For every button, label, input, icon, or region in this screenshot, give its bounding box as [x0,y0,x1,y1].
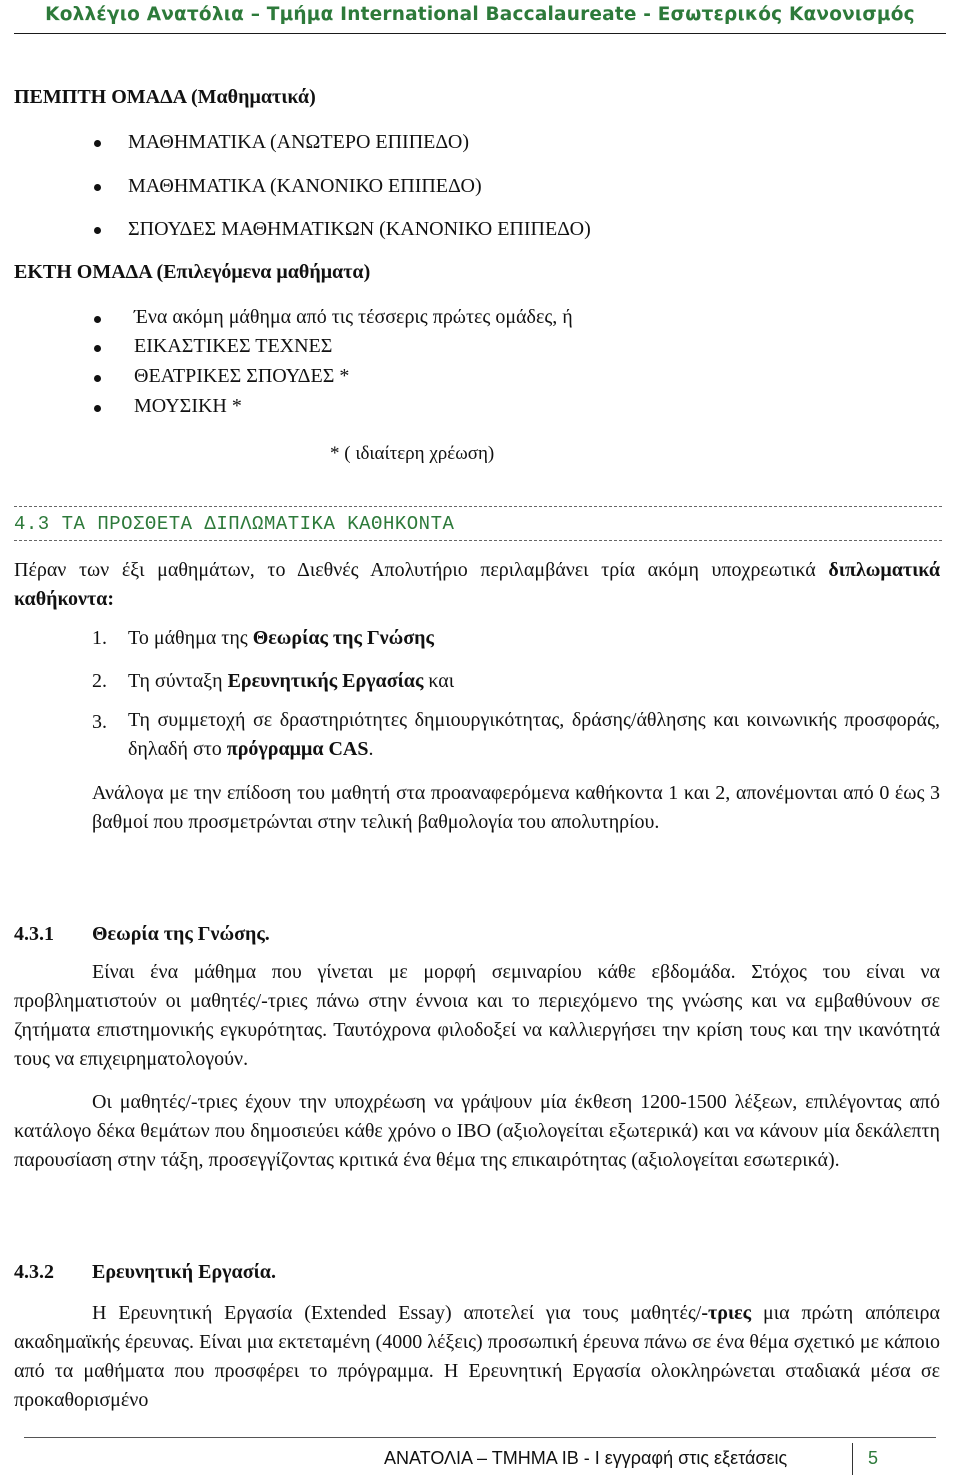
footer-rule [24,1437,936,1438]
footer-separator [852,1443,853,1475]
group5-item: ΜΑΘΗΜΑΤΙΚΑ (ΑΝΩΤΕΡΟ ΕΠΙΠΕΔΟ) [128,131,469,153]
bullet-icon [94,227,101,234]
bullet-icon [94,345,101,352]
section-closing: Ανάλογα με την επίδοση του μαθητή στα προαναφερόμενα καθήκοντα 1 και 2, απονέμονται από 0 έως 3 βαθμοί που προσμετρώνται στην τελική βαθμολογία του απολυτηρίου. [92,782,940,833]
paragraph: Η Ερευνητική Εργασία (Extended Essay) αποτελεί για τους μαθητές/-τριες μια πρώτη απόπειρα ακαδημαϊκής έρευνας. Είναι μια εκτεταμένη (4000 λέξεις) προσωπική έρευνα πάνω σε ένα θέμα σχετικό με κάποιο από τα μαθήματα που προσφέρει το πρόγραμμα. Η Ερευνητική Εργασία ολοκληρώνεται σταδιακά μέσα σε προκαθορισμένο [14,1302,940,1411]
list-item: Τη συμμετοχή σε δραστηριότητες δημιουργικότητας, δράσης/άθλησης και κοινωνικής προσφοράς, δηλαδή στο πρόγραμμα CAS. [128,709,940,760]
bullet-icon [94,405,101,412]
group6-title: ΕΚΤΗ ΟΜΑΔΑ (Επιλεγόμενα μαθήματα) [14,261,371,283]
list-number: 3. [92,711,107,733]
section-title: 4.3 ΤΑ ΠΡΟΣΘΕΤΑ ΔΙΠΛΩΜΑΤΙΚΑ ΚΑΘΗΚΟΝΤΑ [14,513,455,535]
section-intro: Πέραν των έξι μαθημάτων, το Διεθνές Απολυτήριο περιλαμβάνει τρία ακόμη υποχρεωτικά διπλωματικά καθήκοντα: [14,559,940,610]
subsection-title: Θεωρία της Γνώσης. [92,923,270,945]
group6-item: ΕΙΚΑΣΤΙΚΕΣ ΤΕΧΝΕΣ [134,335,333,357]
section-rule-bottom [14,540,942,541]
list-number: 2. [92,670,107,692]
group5-title: ΠΕΜΠΤΗ ΟΜΑΔΑ (Μαθηματικά) [14,86,316,108]
header-rule [14,33,946,34]
group5-item: ΜΑΘΗΜΑΤΙΚΑ (ΚΑΝΟΝΙΚΟ ΕΠΙΠΕΔΟ) [128,175,482,197]
bullet-icon [94,316,101,323]
group6-item: ΜΟΥΣΙΚΗ * [134,395,242,417]
bullet-icon [94,375,101,382]
subsection-number: 4.3.1 [14,923,54,945]
list-item: Το μάθημα της Θεωρίας της Γνώσης [128,627,434,649]
subsection-title: Ερευνητική Εργασία. [92,1261,276,1283]
page-number: 5 [868,1448,879,1468]
group6-item: Ένα ακόμη μάθημα από τις τέσσερις πρώτες ομάδες, ή [134,306,573,328]
bullet-icon [94,184,101,191]
list-number: 1. [92,627,107,649]
list-item: Τη σύνταξη Ερευνητικής Εργασίας και [128,670,455,692]
paragraph: Οι μαθητές/-τριες έχουν την υποχρέωση να γράψουν μία έκθεση 1200-1500 λέξεων, επιλέγοντας από κατάλογο δέκα θεμάτων που δημοσιεύει κάθε χρόνο ο IBO (αξιολογείται εξωτερικά) και να κάνουν μία δεκάλεπτη παρουσίαση στην τάξη, προσεγγίζοντας κριτικά ένα θέμα της επικαιρότητας (αξιολογείται εσωτερικά). [14,1091,940,1171]
subsection-number: 4.3.2 [14,1261,54,1283]
group5-item: ΣΠΟΥΔΕΣ ΜΑΘΗΜΑΤΙΚΩΝ (ΚΑΝΟΝΙΚΟ ΕΠΙΠΕΔΟ) [128,218,591,240]
section-rule-top [14,506,942,507]
group6-note: * ( ιδιαίτερη χρέωση) [330,443,495,464]
running-header: Κολλέγιο Ανατόλια – Τμήμα International Baccalaureate - Εσωτερικός Κανονισμός [45,4,915,25]
group6-item: ΘΕΑΤΡΙΚΕΣ ΣΠΟΥΔΕΣ * [134,365,350,387]
paragraph: Είναι ένα μάθημα που γίνεται με μορφή σεμιναρίου κάθε εβδομάδα. Στόχος του είναι να προβληματιστούν οι μαθητές/-τριες πάνω στην έννοια και το περιεχόμενο της γνώσης και να εμβαθύνουν σε ζητήματα επιστημονικής εγκυρότητας. Ταυτόχρονα φιλοδοξεί να καλλιεργήσει την κρίση τους και την ικανότητά τους να επιχειρηματολογούν. [14,961,940,1070]
bullet-icon [94,140,101,147]
footer-text: ΑΝΑΤΟΛΙΑ – ΤΜΗΜΑ ΙΒ - Ι εγγραφή στις εξετάσεις [384,1448,788,1468]
